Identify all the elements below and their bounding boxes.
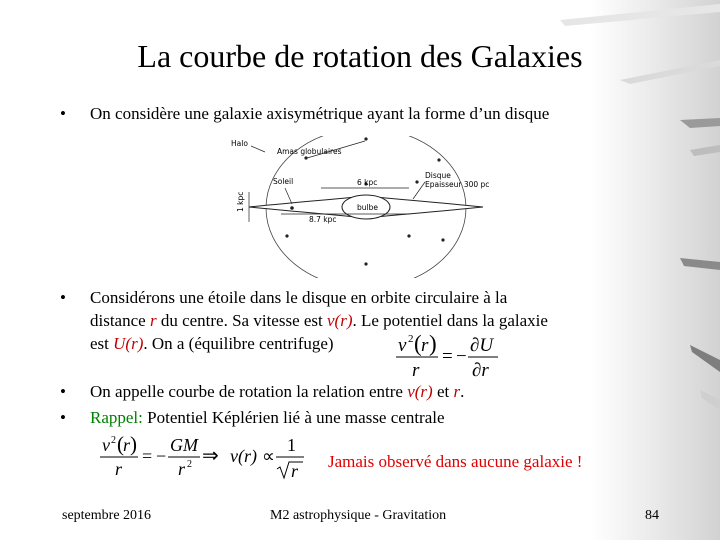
label-bulbe: bulbe [357, 203, 378, 212]
bullet-2-line-2 [90, 309, 670, 332]
eq-paren-close: ) [429, 331, 437, 356]
text-run: . Le potentiel dans la galaxie [352, 311, 548, 330]
sun-dot [290, 206, 294, 210]
eq-exp: 2 [408, 333, 414, 345]
equation-kepler [96, 432, 316, 488]
eq-r: r [123, 435, 131, 455]
sqrt-sign [277, 462, 303, 478]
text-run: distance [90, 311, 150, 330]
eq-exp: 2 [111, 435, 116, 446]
bullet-1 [60, 102, 680, 126]
label-soleil: Soleil [273, 177, 294, 186]
never-observed-note: Jamais observé dans aucune galaxie ! [328, 452, 583, 471]
eq-paren-open: ( [414, 331, 422, 356]
eq-one: 1 [287, 435, 296, 455]
text-run: On appelle courbe de rotation la relation entre [90, 382, 408, 401]
bullet-dot: • [60, 104, 66, 123]
label-halo: Halo [231, 139, 248, 148]
var-vr: v(r) [407, 382, 433, 401]
label-1kpc: 1 kpc [236, 191, 245, 212]
label-epaisseur: Epaisseur 300 pc [425, 180, 490, 189]
galaxy-figure [229, 136, 503, 278]
equation-centrifuge [392, 330, 512, 380]
var-r: r [149, 311, 157, 330]
eq-v: v [102, 435, 110, 455]
eq-paren-open: ( [117, 432, 124, 456]
bullet-4 [60, 406, 680, 430]
eq-minus: − [156, 446, 167, 466]
label-8.7kpc: 8.7 kpc [309, 215, 337, 224]
footer-page-number: 84 [645, 508, 659, 523]
label-disque: Disque [425, 171, 451, 180]
eq-partial-den: ∂r [472, 360, 489, 380]
bullet-dot: • [60, 288, 66, 307]
eq-sqrt-r: r [291, 461, 299, 481]
eq-exp2: 2 [187, 459, 192, 470]
label-amas: Amas globulaires [277, 147, 342, 156]
var-r: r [453, 382, 461, 401]
eq-den: r [412, 360, 420, 380]
bullet-dot: • [60, 382, 66, 401]
eq-minus: − [456, 346, 467, 367]
eq-vr: v(r) [230, 446, 257, 466]
bullet-3-text [90, 380, 464, 403]
bullet-2-line-3 [90, 332, 670, 355]
footer-date: septembre 2016 [62, 508, 152, 523]
eq-prop: ∝ [262, 446, 275, 466]
rappel-label: Rappel: [90, 408, 143, 427]
text-run: est [90, 334, 114, 353]
eq-implies: ⇒ [202, 445, 219, 467]
eq-v: v [398, 335, 407, 356]
eq-gm: GM [170, 435, 198, 455]
eq-paren-close: ) [130, 432, 137, 456]
text-run: . On a (équilibre centrifuge) [143, 334, 334, 353]
var-vr: v(r) [327, 311, 353, 330]
bullet-2 [60, 286, 680, 356]
slide-title: La courbe de rotation des Galaxies [137, 38, 583, 74]
label-6kpc: 6 kpc [357, 178, 378, 187]
eq-equals: = [142, 446, 153, 466]
bullet-dot: • [60, 408, 66, 427]
var-Ur: U(r) [113, 334, 144, 353]
text-run: Potentiel Képlérien lié à une masse centrale [142, 408, 445, 427]
footer-course: M2 astrophysique - Gravitation [270, 508, 447, 523]
bullet-1-text: On considère une galaxie axisymétrique ayant la forme d’un disque [90, 104, 550, 123]
eq-partial-num: ∂U [470, 335, 494, 356]
text-run: du centre. Sa vitesse est [156, 311, 328, 330]
bullet-2-text [90, 286, 670, 355]
bullet-2-line-1: Considérons une étoile dans le disque en orbite circulaire à la [90, 288, 508, 307]
text-run: . [460, 382, 465, 401]
bullet-4-text [90, 406, 445, 429]
eq-r: r [421, 335, 429, 356]
bullet-3 [60, 380, 680, 404]
eq-den2: r [178, 459, 186, 479]
eq-den1: r [115, 459, 123, 479]
eq-equals: = [442, 346, 453, 367]
text-run: et [432, 382, 454, 401]
